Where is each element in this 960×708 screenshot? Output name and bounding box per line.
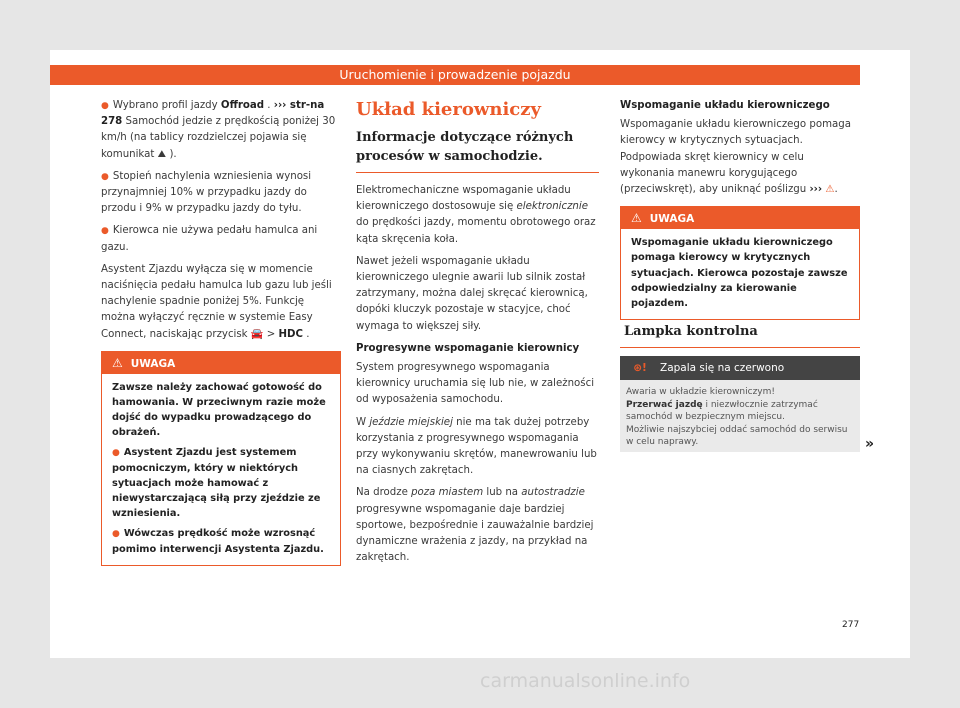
paragraph: Na drodze poza miastem lub na autostradzie progresywne wspomaganie daje bardziej sportowe, bezpośrednie i zauważalnie bardziej dynamiczne wrażenia z jazdy, na przykład na zakrętach. xyxy=(356,487,594,564)
column-1 xyxy=(101,98,341,574)
warning-header: ⚠ UWAGA xyxy=(621,207,859,229)
list-item: ● Stopień nachylenia wzniesienia wynosi przynajmniej 10% w przypadku jazdy do przodu i 9% w przypadku jazdy do tyłu. xyxy=(101,170,312,215)
page-number: 277 xyxy=(842,620,860,630)
warning-body: Wspomaganie układu kierowniczego pomaga kierowcy w krytycznych sytuacjach. Kierowca pozostaje zawsze odpowiedzialny za kierowanie pojazdem. xyxy=(631,237,848,310)
section-title: Układ kierowniczy xyxy=(356,99,541,120)
section-header: Uruchomienie i prowadzenie pojazdu xyxy=(50,65,860,85)
bullet-icon: ● xyxy=(101,171,109,182)
warning-reference-link[interactable]: ››› xyxy=(809,184,823,196)
warning-triangle-icon: ⚠ xyxy=(825,184,835,196)
bullet-icon: ● xyxy=(112,528,120,539)
paragraph: Elektromechaniczne wspomaganie układu kierowniczego dostosowuje się elektronicznie do prędkości jazdy, momentu obrotowego oraz kąta skręcenia koła. xyxy=(356,185,596,245)
paragraph: System progresywnego wspomagania kierownicy uruchamia się lub nie, w zależności od wyposażenia samochodu. xyxy=(356,362,595,406)
list-item: ● Kierowca nie używa pedału hamulca ani gazu. xyxy=(101,225,318,253)
lamp-header: ⊛! Zapala się na czerwono xyxy=(620,356,860,380)
bullet-icon: ● xyxy=(101,226,109,237)
subheading: Progresywne wspomaganie kierownicy xyxy=(356,342,580,354)
warning-box xyxy=(620,206,860,320)
warning-body: Zawsze należy zachować gotowość do hamowania. W przeciwnym razie może dojść do wypadku prowadzącego do obrażeń. ● Asystent Zjazdu jest systemem pomocniczym, który w niektórych sytuacjach może hamować z niewystarczającą siłą przy zjeździe ze wzniesienia. ● Wówczas prędkość może wzrosnąć pomimo interwencji Asystenta Zjazdu. xyxy=(102,374,340,565)
section-subtitle: Informacje dotyczące różnych procesów w samochodzie. xyxy=(356,128,599,173)
bullet-icon: ● xyxy=(101,101,109,111)
control-lamp-title: Lampka kontrolna xyxy=(620,318,860,348)
list-item: ● Asystent Zjazdu jest systemem pomocniczym, który w niektórych sytuacjach może hamować z niewystarczającą siłą przy zjeździe ze wzniesienia. xyxy=(112,446,321,520)
column-2 xyxy=(356,98,599,572)
list-item: ● Wówczas prędkość może wzrosnąć pomimo interwencji Asystenta Zjazdu. xyxy=(112,527,324,555)
continue-arrow-icon: » xyxy=(865,436,875,452)
page-reference-link[interactable]: ››› str-na 278 xyxy=(101,100,325,128)
warning-header: ⚠ UWAGA xyxy=(102,352,340,374)
paragraph: Nawet jeżeli wspomaganie układu kierowniczego ulegnie awarii lub silnik został zatrzymany, można dalej skręcać kierownicą, dopóki kluczyk pozostaje w stacyjce, choć wymaga to większej siły. xyxy=(356,255,588,332)
lamp-description: Awaria w układzie kierowniczym! Przerwać jazdę i niezwłocznie zatrzymać samochód w bezpiecznym miejscu. Możliwie najszybciej oddać samochód do serwisu w celu naprawy. xyxy=(620,380,860,452)
steering-warning-icon: ⊛! xyxy=(633,362,647,374)
warning-box xyxy=(101,351,341,566)
subheading: Wspomaganie układu kierowniczego xyxy=(620,100,830,111)
car-menu-icon: 🚘 xyxy=(250,328,264,340)
warning-triangle-icon: ⚠ xyxy=(112,355,123,370)
watermark: carmanualsonline.info xyxy=(480,670,691,692)
warning-triangle-icon: ⚠ xyxy=(631,211,642,226)
paragraph: Asystent Zjazdu wyłącza się w momencie naciśnięcia pedału hamulca lub gazu lub jeśli nachylenie spadnie poniżej 5%. Funkcję można wyłączyć ręcznie w systemie Easy Connect, naciskając przycisk 🚘 > HDC . xyxy=(101,263,332,340)
column-3 xyxy=(620,98,860,328)
list-item: ● Wybrano profil jazdy Offroad . ››› str-na 278 Samochód jedzie z prędkością poniżej 30 km/h (na tablicy rozdzielczej pojawia się komunikat ⛰ ). xyxy=(101,100,336,160)
paragraph: W jeździe miejskiej nie ma tak dużej potrzeby korzystania z progresywnego wspomagania przy wykonywaniu skrętów, manewrowaniu lub na ciasnych zakrętach. xyxy=(356,416,597,477)
bullet-icon: ● xyxy=(112,447,120,458)
hdc-indicator-icon: ⛰ xyxy=(157,148,167,160)
paragraph: Wspomaganie układu kierowniczego pomaga kierowcy w krytycznych sytuacjach. Podpowiada skręt kierownicy w celu wykonania manewru korygującego (przeciwskręt), aby uniknąć poślizgu ››› ⚠. xyxy=(620,119,851,196)
